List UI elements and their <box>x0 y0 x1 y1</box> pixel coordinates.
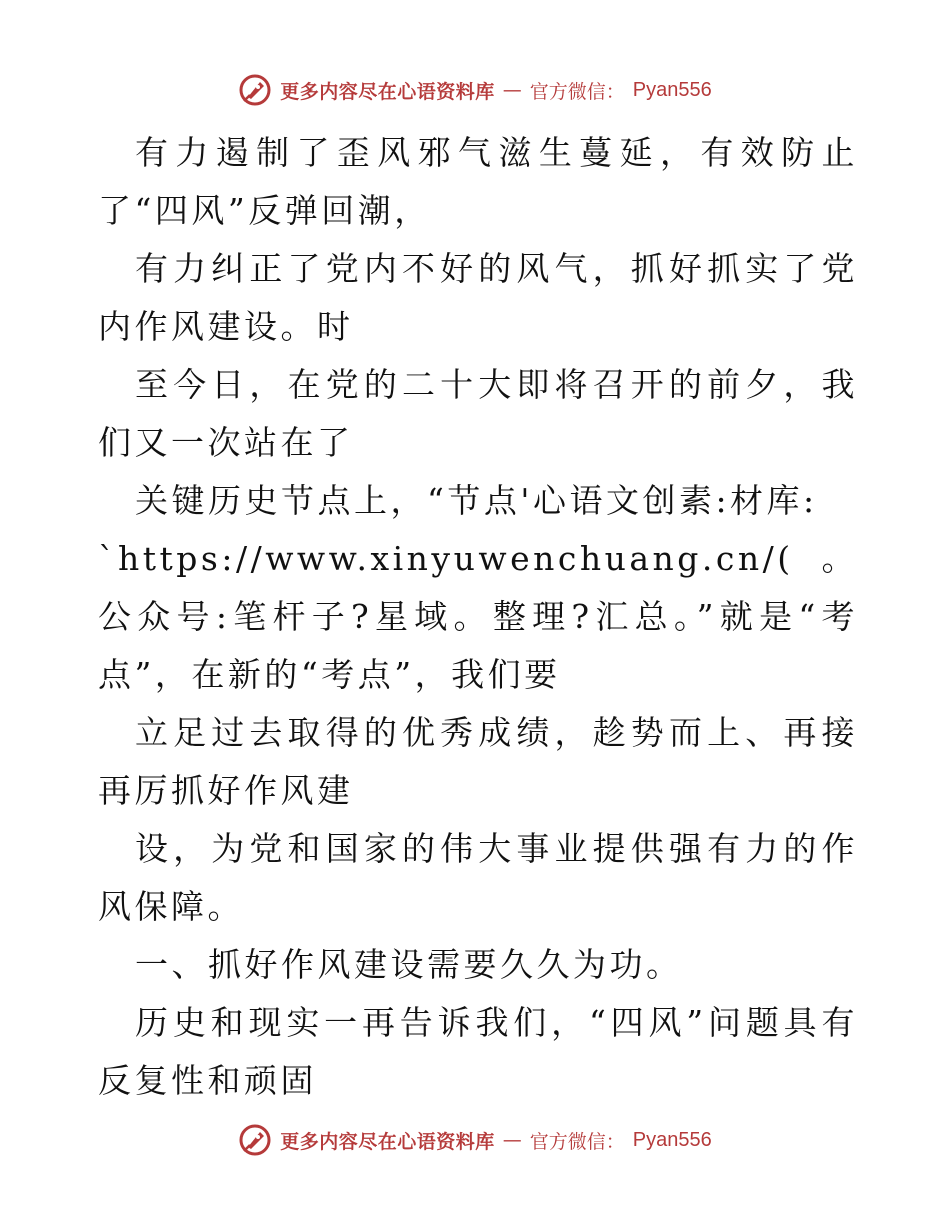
pen-nib-logo-icon <box>238 73 272 107</box>
banner-separator: — <box>502 79 522 101</box>
footer-wechat-id: Pyan556 <box>632 1128 712 1151</box>
section-heading: 一、抓好作风建设需要久久为功。 <box>135 945 683 984</box>
paragraph-2: 有力纠正了党内不好的风气，抓好抓实了党内作风建设。时 <box>98 249 858 346</box>
paragraph-6: 立足过去取得的优秀成绩，趁势而上、再接再厉抓好作风建 <box>98 713 858 810</box>
footer-banner <box>0 1120 950 1160</box>
header-banner <box>0 70 950 110</box>
document-body <box>98 124 858 1110</box>
footer-separator: — <box>502 1129 522 1151</box>
paragraph-4: 关键历史节点上，“节点'心语文创素:材库: <box>135 481 818 520</box>
banner-wechat-id: Pyan556 <box>632 78 712 101</box>
paragraph-5-url: `https://www.xinyuwenchuang.cn/(。公众号:笔杆子?星域。整理?汇总。”就是“考点”，在新的“考点”，我们要 <box>98 539 858 694</box>
paragraph-7: 设，为党和国家的伟大事业提供强有力的作风保障。 <box>98 829 858 926</box>
paragraph-9: 历史和现实一再告诉我们，“四风”问题具有反复性和顽固 <box>98 1003 858 1100</box>
banner-title: 更多内容尽在心语资料库 <box>280 80 495 103</box>
footer-label: 官方微信： <box>529 1130 625 1153</box>
paragraph-1: 有力遏制了歪风邪气滋生蔓延，有效防止了“四风”反弹回潮， <box>98 133 858 230</box>
pen-nib-logo-icon <box>238 1123 272 1157</box>
banner-label: 官方微信： <box>529 80 625 103</box>
paragraph-3: 至今日，在党的二十大即将召开的前夕，我们又一次站在了 <box>98 365 858 462</box>
footer-title: 更多内容尽在心语资料库 <box>280 1130 495 1153</box>
